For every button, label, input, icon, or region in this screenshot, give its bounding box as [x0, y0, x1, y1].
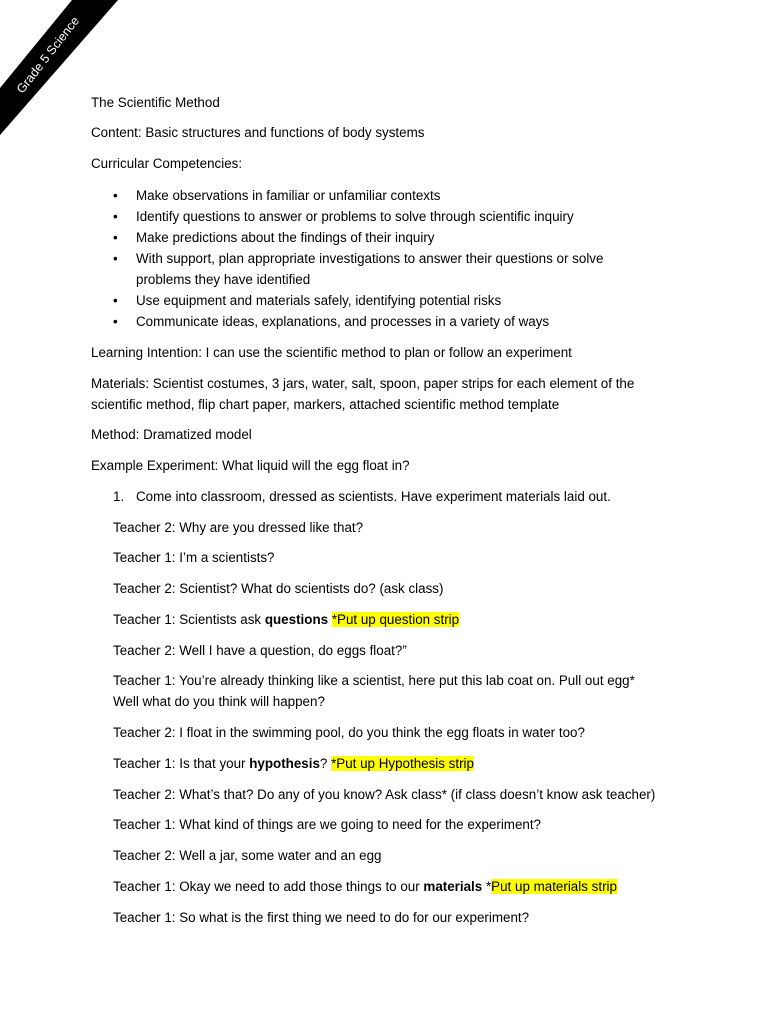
competencies-heading: Curricular Competencies:: [91, 156, 243, 171]
dialogue-line: Teacher 2: Well I have a question, do eggs float?”: [113, 643, 407, 658]
dialogue-text: Teacher 1: Is that your: [113, 756, 250, 771]
list-item: Identify questions to answer or problems to solve through scientific inquiry: [136, 209, 574, 224]
list-item: With support, plan appropriate investigations to answer their questions or solve: [136, 251, 604, 266]
dialogue-line: Teacher 1: What kind of things are we going to need for the experiment?: [113, 817, 542, 832]
dialogue-line: [113, 755, 474, 772]
grade-corner-banner: [0, 0, 120, 135]
keyword-questions: questions: [264, 612, 329, 627]
list-item: Communicate ideas, explanations, and processes in a variety of ways: [136, 314, 550, 329]
dialogue-line: Teacher 2: Well a jar, some water and an egg: [113, 848, 382, 863]
method-line: Method: Dramatized model: [91, 427, 252, 442]
dialogue-line: Teacher 1: You’re already thinking like a scientist, here put this lab coat on. Pull out egg*: [113, 673, 635, 688]
highlight-hypothesis-strip: *Put up Hypothesis strip: [331, 756, 474, 771]
dialogue-line: Teacher 2: What’s that? Do any of you know? Ask class* (if class doesn’t know ask teacher): [113, 787, 656, 802]
dialogue-text: Teacher 1: Scientists ask: [113, 612, 265, 627]
list-item: Make observations in familiar or unfamiliar contexts: [136, 188, 441, 203]
dialogue-line-continuation: Well what do you think will happen?: [113, 694, 325, 709]
example-experiment: Example Experiment: What liquid will the egg float in?: [91, 458, 410, 473]
step-number: 1.: [113, 489, 125, 504]
list-item: Make predictions about the findings of their inquiry: [136, 230, 435, 245]
bullet: •: [113, 314, 118, 329]
grade-label: Grade 5 Science: [13, 14, 83, 97]
dialogue-line: Teacher 2: Scientist? What do scientists do? (ask class): [113, 581, 444, 596]
materials-line-2: scientific method, flip chart paper, markers, attached scientific method template: [91, 397, 560, 412]
content-line: Content: Basic structures and functions of body systems: [91, 125, 425, 140]
dialogue-line: [113, 611, 459, 628]
keyword-materials: materials: [423, 879, 483, 894]
dialogue-line: Teacher 1: So what is the first thing we need to do for our experiment?: [113, 910, 530, 925]
bullet: •: [113, 188, 118, 203]
highlight-question-strip: *Put up question strip: [331, 612, 460, 627]
dialogue-text: ?: [319, 756, 332, 771]
dialogue-line: [113, 878, 617, 895]
highlight-materials-strip: Put up materials strip: [491, 879, 617, 894]
keyword-hypothesis: hypothesis: [249, 756, 320, 771]
dialogue-line: Teacher 1: I’m a scientists?: [113, 550, 275, 565]
learning-intention: Learning Intention: I can use the scientific method to plan or follow an experiment: [91, 345, 572, 360]
dialogue-line: Teacher 2: Why are you dressed like that?: [113, 520, 364, 535]
bullet: •: [113, 230, 118, 245]
dialogue-line: Teacher 2: I float in the swimming pool, do you think the egg floats in water too?: [113, 725, 585, 740]
list-item: Use equipment and materials safely, identifying potential risks: [136, 293, 502, 308]
document-title: The Scientific Method: [91, 95, 220, 110]
bullet: •: [113, 209, 118, 224]
step-1-text: Come into classroom, dressed as scientists. Have experiment materials laid out.: [136, 489, 611, 504]
bullet: •: [113, 251, 118, 266]
dialogue-text: *: [482, 879, 492, 894]
bullet: •: [113, 293, 118, 308]
materials-line-1: Materials: Scientist costumes, 3 jars, water, salt, spoon, paper strips for each element of the: [91, 376, 635, 391]
dialogue-text: Teacher 1: Okay we need to add those things to our: [113, 879, 424, 894]
list-item-continuation: problems they have identified: [136, 272, 311, 287]
